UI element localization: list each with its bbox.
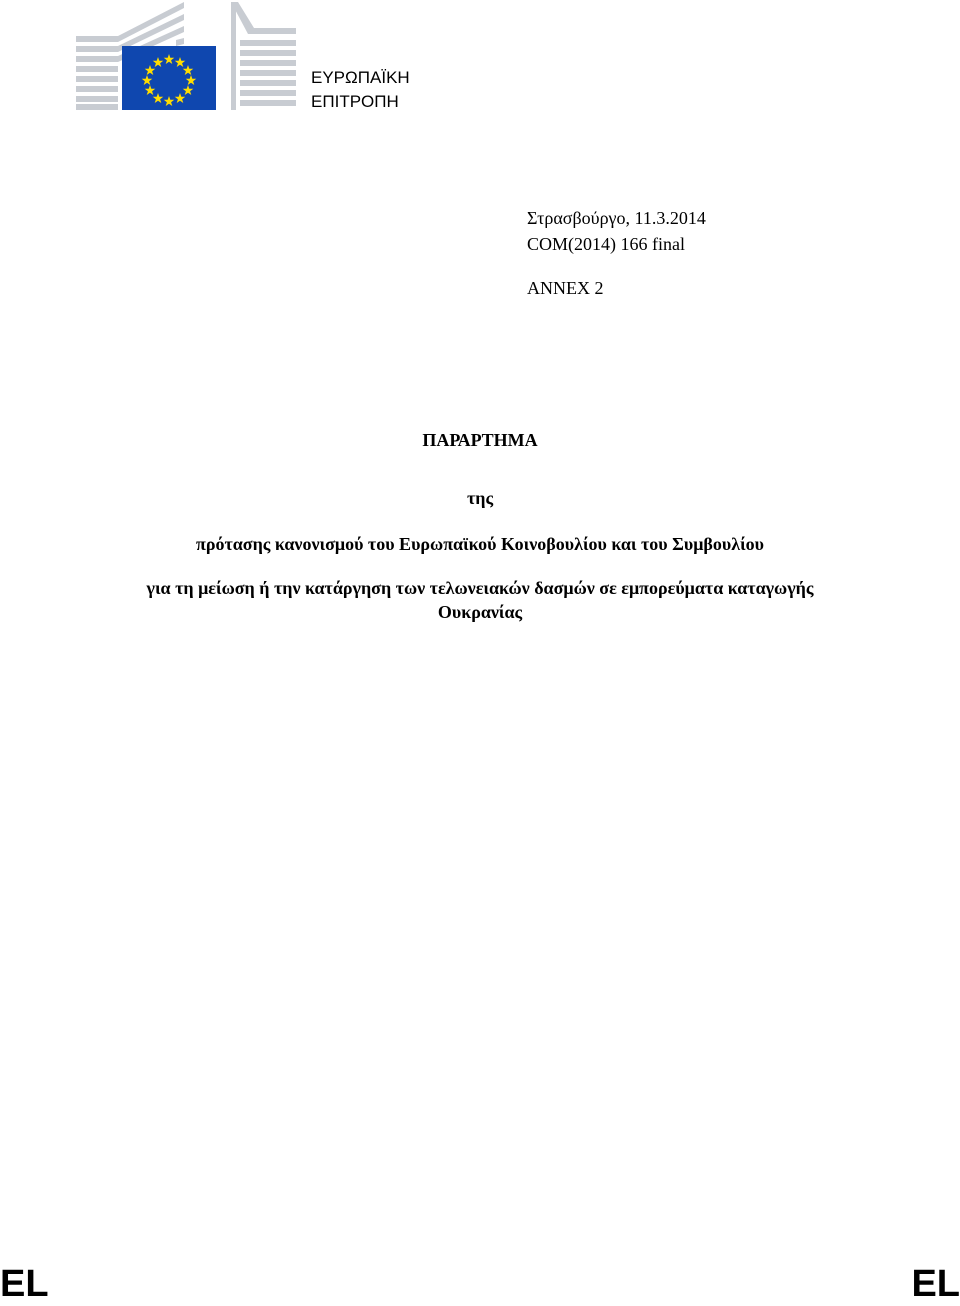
document-proposal: πρότασης κανονισμού του Ευρωπαϊκού Κοινοβουλίου και του Συμβουλίου	[195, 534, 765, 554]
document-subject-line2: Ουκρανίας	[437, 602, 523, 622]
language-code-left: EL	[0, 1263, 49, 1305]
organisation-name-line2: ΕΠΙΤΡΟΠΗ	[311, 92, 399, 111]
document-heading: ΠΑΡΑΡΤΗΜΑ	[422, 430, 538, 450]
organisation-name	[311, 66, 410, 114]
document-reference: COM(2014) 166 final	[527, 234, 685, 254]
document-subject	[60, 576, 900, 624]
language-code-right: EL	[911, 1263, 960, 1305]
document-of: της	[466, 488, 494, 508]
annex-label: ANNEX 2	[527, 278, 604, 298]
commission-building-icon	[76, 0, 298, 112]
document-subject-line1: για τη μείωση ή την κατάργηση των τελωνειακών δασμών σε εμπορεύματα καταγωγής	[146, 578, 814, 598]
place-date: Στρασβούργο, 11.3.2014	[527, 208, 706, 228]
document-meta	[527, 205, 706, 257]
european-commission-logo	[76, 0, 298, 112]
organisation-name-line1: ΕΥΡΩΠΑΪΚΗ	[311, 68, 410, 87]
